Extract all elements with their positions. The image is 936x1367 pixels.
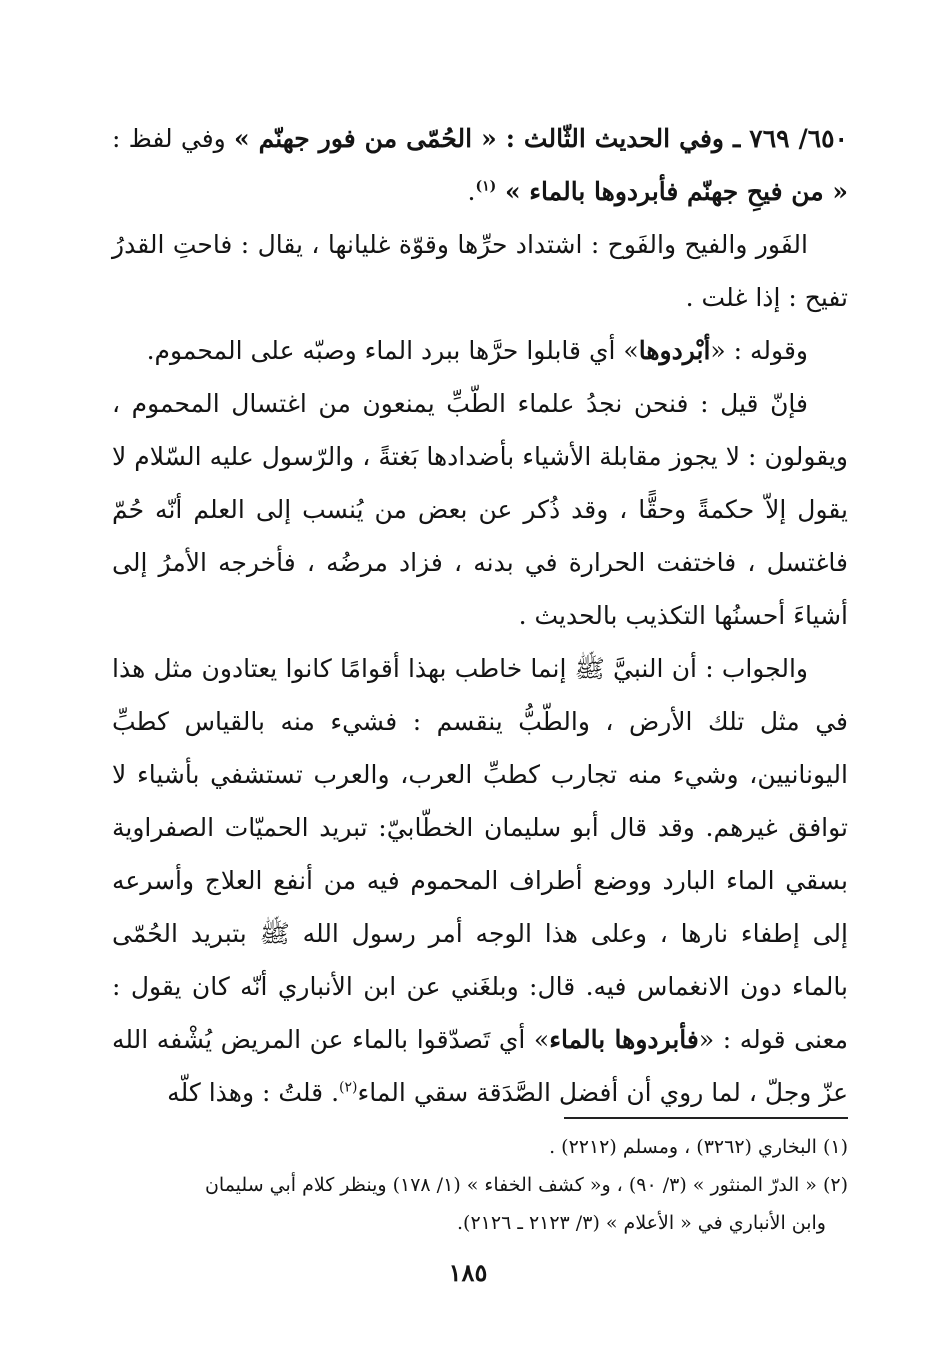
page-number: ١٨٥ — [448, 1258, 488, 1287]
explanation-keyword: أبْردوها — [638, 336, 711, 365]
footnotes — [112, 1128, 848, 1242]
footnote-2-continued: وابن الأنباري في « الأعلام » (٣/ ٢١٢٣ ـ ٢١٢٦). — [457, 1212, 826, 1234]
hadith-paragraph — [112, 112, 848, 218]
footnote-2: (٢) « الدرّ المنثور » (٣/ ٩٠) ، و« كشف الخفاء » (١/ ١٧٨) وينظر كلام أبي سليمان — [204, 1174, 848, 1196]
hadith-quote-1: « الحُمّى من فور جهنّم » — [233, 124, 497, 153]
footnote-1: (١) البخاري (٣٢٦٢) ، ومسلم (٢٢١٢) . — [549, 1136, 848, 1158]
main-text — [112, 112, 848, 1119]
answer-keyword: فأبردوها بالماء — [549, 1025, 699, 1054]
definition-paragraph: الفَور والفيح والفَوح : اشتداد حرِّها وقوّة غليانها ، يقال : فاحتِ القدرُ تفيح : إذا غلت . — [112, 230, 848, 312]
footnote-divider — [564, 1117, 848, 1119]
hadith-quote-2: « من فيحِ جهنّم فأبردوها بالماء » — [504, 177, 848, 206]
explanation-pre: وقوله : « — [710, 336, 808, 365]
hadith-number: ٦٥٠/ ٧٦٩ — [749, 124, 848, 153]
footnote-ref-2: (٢) — [339, 1079, 358, 1096]
footnote-ref-1: (١) — [475, 178, 497, 195]
explanation-paragraph — [112, 324, 848, 377]
hadith-lead: ـ وفي الحديث الثّالث : — [496, 124, 750, 153]
hadith-end: . — [467, 177, 476, 206]
answer-text-c: » أي تَصدّقوا بالماء عن المريض يُشْفه الله عزّ وجلّ ، لما روي أن أفضل الصَّدَقة سقي الماء — [112, 1025, 848, 1107]
hadith-mid: وفي لفظ : — [112, 124, 234, 153]
answer-text-a: والجواب : أن النبيَّ ﷺ إنما خاطب بهذا أقوامًا كانوا يعتادون مثل هذا في مثل تلك الأرض ، والطّبُّ ينقسم : فشيء منه بالقياس كطبِّ اليونانيين، وشيء منه تجارب كطبِّ العرب، والعرب تستشفي بأشياء لا توافق غيرهم. وقد قال أبو سليمان الخطّابيّ: تبريد الحميّات الصفراوية بسقي الماء البارد ووضع أطراف المحموم فيه من أنفع العلاج وأسرعه إلى إطفاء نارها ، وعلى هذا الوجه أمر رسول الله ﷺ بتبريد الحُمّى بالماء دون الانغماس فيه. قال: وبلغَني عن ابن الأنباري أنّه كان يقول : معنى قوله : « — [112, 654, 848, 1054]
answer-paragraph — [112, 642, 848, 1119]
answer-text-d: . قلتُ : وهذا كلّه — [167, 1078, 340, 1107]
objection-paragraph: فإنّ قيل : فنحن نجدُ علماء الطّبِّ يمنعون من اغتسال المحموم ، ويقولون : لا يجوز مقابلة الأشياء بأضدادها بَغتةً ، والرّسول عليه السّلام لا يقول إلاّ حكمةً وحقًّا ، وقد ذُكر عن بعض من يُنسب إلى العلم أنّه حُمّ فاغتسل ، فاختفت الحرارة في بدنه ، فزاد مرضُه ، فأخرجه الأمرُ إلى أشياءَ أحسنُها التكذيب بالحديث . — [112, 389, 848, 630]
explanation-post: » أي قابلوا حرَّها ببرد الماء وصبّه على المحموم. — [146, 336, 639, 365]
